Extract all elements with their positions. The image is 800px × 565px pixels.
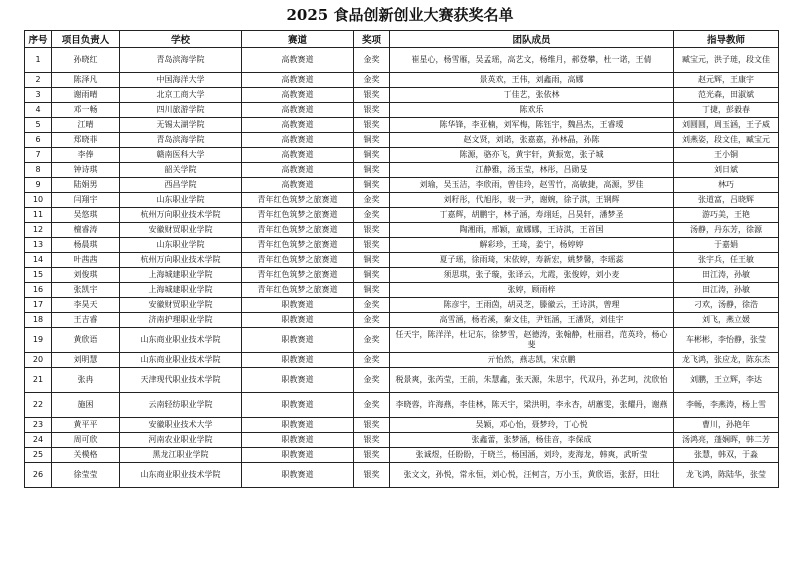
advisors: 于嘉娟: [674, 238, 779, 253]
team-members: 景英欢，王伟，刘鑫雨，高娜: [390, 73, 674, 88]
track-name: 青年红色筑梦之旅赛道: [242, 238, 354, 253]
header-school: 学校: [120, 31, 242, 48]
school-name: 黑龙江职业学院: [120, 448, 242, 463]
award-level: 金奖: [354, 208, 390, 223]
document-title: 2025 食品创新创业大赛获奖名单: [286, 6, 514, 24]
table-row: [25, 463, 779, 488]
team-members: 江静雅，汤玉莹，林彤，吕勋旻: [390, 163, 674, 178]
project-leader: 周可欣: [52, 433, 120, 448]
advisors: 龙飞鸿，张应龙，陈东杰: [674, 353, 779, 368]
advisors: 范光森，田淑斌: [674, 88, 779, 103]
award-level: 银奖: [354, 118, 390, 133]
project-leader: 叶茜茜: [52, 253, 120, 268]
project-leader: 张凯宇: [52, 283, 120, 298]
table-row: [25, 433, 779, 448]
row-number: 24: [25, 433, 52, 448]
project-leader: 孙晓红: [52, 48, 120, 73]
track-name: 职教赛道: [242, 463, 354, 488]
team-members: 陈彦宇，王雨茵，胡灵芝，滕徽云，王诗淇，曾理: [390, 298, 674, 313]
row-number: 3: [25, 88, 52, 103]
track-name: 职教赛道: [242, 433, 354, 448]
advisors: 赵元辉，王康宇: [674, 73, 779, 88]
track-name: 职教赛道: [242, 353, 354, 368]
table-row: [25, 223, 779, 238]
track-name: 职教赛道: [242, 313, 354, 328]
row-number: 23: [25, 418, 52, 433]
advisors: 刘日斌: [674, 163, 779, 178]
team-members: 高雪涵，杨若溪，秦文佳，尹钰涵，王潘贤，刘佳宇: [390, 313, 674, 328]
table-row: [25, 193, 779, 208]
header-award: 奖项: [354, 31, 390, 48]
project-leader: 闫翔宇: [52, 193, 120, 208]
project-leader: 施困: [52, 393, 120, 418]
project-leader: 王吉睿: [52, 313, 120, 328]
school-name: 北京工商大学: [120, 88, 242, 103]
table-row: [25, 298, 779, 313]
row-number: 18: [25, 313, 52, 328]
award-level: 银奖: [354, 88, 390, 103]
table-header: [25, 31, 779, 48]
table-row: [25, 268, 779, 283]
award-level: 金奖: [354, 328, 390, 353]
row-number: 9: [25, 178, 52, 193]
header-advisors: 指导教师: [674, 31, 779, 48]
award-level: 铜奖: [354, 178, 390, 193]
row-number: 13: [25, 238, 52, 253]
award-level: 铜奖: [354, 268, 390, 283]
school-name: 山东职业学院: [120, 193, 242, 208]
table-row: [25, 328, 779, 353]
school-name: 西昌学院: [120, 178, 242, 193]
team-members: 崔星心，杨雪雁，吴孟瑶，高艺文，杨维月，郝登攀，杜一诺，王倩: [390, 48, 674, 73]
row-number: 1: [25, 48, 52, 73]
school-name: 安徽财贸职业学院: [120, 298, 242, 313]
row-number: 6: [25, 133, 52, 148]
team-members: 陈源，骆亦飞，黄宇轩，黄振宽，张子城: [390, 148, 674, 163]
school-name: 济南护理职业学院: [120, 313, 242, 328]
row-number: 7: [25, 148, 52, 163]
advisors: 车彬彬，李怡静，张莹: [674, 328, 779, 353]
award-level: 铜奖: [354, 163, 390, 178]
school-name: 上海城建职业学院: [120, 268, 242, 283]
row-number: 12: [25, 223, 52, 238]
header-row: [25, 31, 779, 48]
advisors: 张道富，吕晓辉: [674, 193, 779, 208]
row-number: 8: [25, 163, 52, 178]
row-number: 2: [25, 73, 52, 88]
team-members: 税景爽，张芮莹，王前，朱慧鑫，张天源，朱思宇，代双丹，孙艺珂，沈欣怡: [390, 368, 674, 393]
award-level: 金奖: [354, 193, 390, 208]
advisors: 田江涛，孙敏: [674, 283, 779, 298]
project-leader: 邓一畅: [52, 103, 120, 118]
award-level: 金奖: [354, 298, 390, 313]
table-row: [25, 163, 779, 178]
project-leader: 刘明慧: [52, 353, 120, 368]
advisors: 游巧美，王艳: [674, 208, 779, 223]
team-members: 丁佳艺，张依林: [390, 88, 674, 103]
track-name: 青年红色筑梦之旅赛道: [242, 283, 354, 298]
project-leader: 陈泽凡: [52, 73, 120, 88]
school-name: 山东商业职业技术学院: [120, 463, 242, 488]
team-members: 解彩珍，王琦，姜宁，杨婷婷: [390, 238, 674, 253]
team-members: 任天宇，陈洋洋，杜记东，徐梦雪，赵德涛，张翰静，杜丽君，范英玲，杨心斐: [390, 328, 674, 353]
advisors: 李畅，李燕涛，杨上雪: [674, 393, 779, 418]
header-leader: 项目负责人: [52, 31, 120, 48]
project-leader: 李俸: [52, 148, 120, 163]
row-number: 21: [25, 368, 52, 393]
table-row: [25, 148, 779, 163]
track-name: 高教赛道: [242, 48, 354, 73]
school-name: 杭州万向职业技术学院: [120, 208, 242, 223]
school-name: 韶关学院: [120, 163, 242, 178]
project-leader: 徐莹莹: [52, 463, 120, 488]
team-members: 吴颖，邓心怡，聂梦玲，丁心悦: [390, 418, 674, 433]
row-number: 11: [25, 208, 52, 223]
table-row: [25, 178, 779, 193]
row-number: 22: [25, 393, 52, 418]
school-name: 山东职业学院: [120, 238, 242, 253]
table-row: [25, 238, 779, 253]
team-members: 亓怡然，燕志凯，宋京鹏: [390, 353, 674, 368]
project-leader: 杨晨琪: [52, 238, 120, 253]
table-row: [25, 133, 779, 148]
table-row: [25, 253, 779, 268]
track-name: 高教赛道: [242, 163, 354, 178]
project-leader: 江晴: [52, 118, 120, 133]
project-leader: 陆娟男: [52, 178, 120, 193]
advisors: 刘鹏，王立辉，李达: [674, 368, 779, 393]
track-name: 高教赛道: [242, 133, 354, 148]
award-level: 金奖: [354, 48, 390, 73]
track-name: 职教赛道: [242, 368, 354, 393]
project-leader: 谢雨晴: [52, 88, 120, 103]
school-name: 山东商业职业技术学院: [120, 328, 242, 353]
team-members: 张婷，顾雨梓: [390, 283, 674, 298]
school-name: 上海城建职业学院: [120, 283, 242, 298]
advisors: 刘燕姿，段文佳，臧宝元: [674, 133, 779, 148]
track-name: 青年红色筑梦之旅赛道: [242, 268, 354, 283]
award-level: 银奖: [354, 223, 390, 238]
school-name: 河南农业职业学院: [120, 433, 242, 448]
track-name: 高教赛道: [242, 118, 354, 133]
school-name: 安徽财贸职业学院: [120, 223, 242, 238]
track-name: 高教赛道: [242, 73, 354, 88]
advisors: 刘飞，燕立媛: [674, 313, 779, 328]
table-row: [25, 353, 779, 368]
track-name: 高教赛道: [242, 88, 354, 103]
project-leader: 吴悠琪: [52, 208, 120, 223]
track-name: 青年红色筑梦之旅赛道: [242, 253, 354, 268]
team-members: 赵文贤，刘诺，张嘉嘉，孙林晶，孙陈: [390, 133, 674, 148]
header-no: 序号: [25, 31, 52, 48]
header-members: 团队成员: [390, 31, 674, 48]
school-name: 四川旅游学院: [120, 103, 242, 118]
track-name: 职教赛道: [242, 448, 354, 463]
row-number: 26: [25, 463, 52, 488]
award-level: 银奖: [354, 463, 390, 488]
track-name: 职教赛道: [242, 418, 354, 433]
award-level: 铜奖: [354, 283, 390, 298]
track-name: 高教赛道: [242, 178, 354, 193]
award-level: 银奖: [354, 238, 390, 253]
table-row: [25, 283, 779, 298]
row-number: 16: [25, 283, 52, 298]
track-name: 青年红色筑梦之旅赛道: [242, 208, 354, 223]
award-level: 银奖: [354, 433, 390, 448]
table-body: [25, 48, 779, 488]
row-number: 20: [25, 353, 52, 368]
team-members: 刘瑜，吴玉洁，李欣雨，曾佳玲，赵雪竹，高敏捷，高源，罗佳: [390, 178, 674, 193]
advisors: 刘圆圆，周玉涵，王子威: [674, 118, 779, 133]
track-name: 高教赛道: [242, 103, 354, 118]
award-level: 金奖: [354, 73, 390, 88]
award-level: 铜奖: [354, 148, 390, 163]
row-number: 10: [25, 193, 52, 208]
project-leader: 黄平平: [52, 418, 120, 433]
table-row: [25, 368, 779, 393]
table-row: [25, 418, 779, 433]
table-row: [25, 313, 779, 328]
row-number: 17: [25, 298, 52, 313]
track-name: 职教赛道: [242, 328, 354, 353]
project-leader: 黄欣语: [52, 328, 120, 353]
table-row: [25, 48, 779, 73]
table-row: [25, 73, 779, 88]
table-row: [25, 118, 779, 133]
school-name: 赣南医科大学: [120, 148, 242, 163]
project-leader: 李昊天: [52, 298, 120, 313]
team-members: 张文文，孙悦，常永恒，刘心悦，汪柯言，万小玉，黄欣语，张舒，田壮: [390, 463, 674, 488]
advisors: 曹川，孙艳年: [674, 418, 779, 433]
advisors: 汤静，丹东芳，徐源: [674, 223, 779, 238]
advisors: 张宇兵，任王敏: [674, 253, 779, 268]
award-level: 金奖: [354, 313, 390, 328]
team-members: 夏子瑶，徐雨琦，宋依婷，寿新宏，姚梦馨，李瑶蕊: [390, 253, 674, 268]
school-name: 无锡太湖学院: [120, 118, 242, 133]
row-number: 15: [25, 268, 52, 283]
advisors: 林巧: [674, 178, 779, 193]
team-members: 陶湘雨，邢颖，童娜娜，王诗淇，王首国: [390, 223, 674, 238]
table-row: [25, 103, 779, 118]
project-leader: 张冉: [52, 368, 120, 393]
table-row: [25, 393, 779, 418]
row-number: 4: [25, 103, 52, 118]
school-name: 天津现代职业技术学院: [120, 368, 242, 393]
row-number: 19: [25, 328, 52, 353]
row-number: 5: [25, 118, 52, 133]
award-level: 铜奖: [354, 253, 390, 268]
advisors: 张慧，韩双，于淼: [674, 448, 779, 463]
track-name: 青年红色筑梦之旅赛道: [242, 223, 354, 238]
team-members: 陈华锋，李亚楠，刘军梅，陈钰宇，魏昌杰，王睿瑷: [390, 118, 674, 133]
school-name: 云南轻纺职业学院: [120, 393, 242, 418]
advisors: 臧宝元，洪子琏，段文佳: [674, 48, 779, 73]
team-members: 须思琪，张子璇，张译云，尤霞，张俊婷，刘小麦: [390, 268, 674, 283]
school-name: 杭州万向职业技术学院: [120, 253, 242, 268]
team-members: 张鑫蕾，张梦涵，杨佳音，李保成: [390, 433, 674, 448]
advisors: 王小铜: [674, 148, 779, 163]
team-members: 张诚煜，任盼盼，于晓兰，杨国涵，刘玲，麦海龙，韩爽，武昕莹: [390, 448, 674, 463]
advisors: 龙飞鸿，陈陆华，张莹: [674, 463, 779, 488]
track-name: 职教赛道: [242, 393, 354, 418]
school-name: 中国海洋大学: [120, 73, 242, 88]
advisors: 丁捷，彭毅春: [674, 103, 779, 118]
team-members: 陈欢乐: [390, 103, 674, 118]
school-name: 青岛滨海学院: [120, 48, 242, 73]
team-members: 刘籽彤，代旭彤，裴一尹，谢婉，徐子淇，王钢辉: [390, 193, 674, 208]
table-row: [25, 208, 779, 223]
advisors: 刁欢，汤静，徐浩: [674, 298, 779, 313]
table-row: [25, 448, 779, 463]
project-leader: 郑晓菲: [52, 133, 120, 148]
school-name: 安徽职业技术大学: [120, 418, 242, 433]
track-name: 职教赛道: [242, 298, 354, 313]
team-members: 丁嘉辉，胡鹏宇，林子涵，寿翊廷，吕昊轩，潘梦圣: [390, 208, 674, 223]
award-level: 金奖: [354, 368, 390, 393]
track-name: 高教赛道: [242, 148, 354, 163]
advisors: 田江涛，孙敏: [674, 268, 779, 283]
award-table: [24, 30, 779, 488]
team-members: 李晓蓉，许海燕，李佳林，陈天宇，梁洪明，李永杏，胡蕙雯，张耀丹，谢燕: [390, 393, 674, 418]
award-level: 银奖: [354, 103, 390, 118]
project-leader: 檀睿涛: [52, 223, 120, 238]
header-track: 赛道: [242, 31, 354, 48]
advisors: 汤鸿亮，蓬娴晖，韩二芳: [674, 433, 779, 448]
track-name: 青年红色筑梦之旅赛道: [242, 193, 354, 208]
project-leader: 刘俊琪: [52, 268, 120, 283]
school-name: 山东商业职业技术学院: [120, 353, 242, 368]
award-level: 银奖: [354, 418, 390, 433]
award-level: 金奖: [354, 393, 390, 418]
project-leader: 钟诗琪: [52, 163, 120, 178]
award-level: 铜奖: [354, 133, 390, 148]
table-row: [25, 88, 779, 103]
row-number: 25: [25, 448, 52, 463]
award-level: 银奖: [354, 448, 390, 463]
row-number: 14: [25, 253, 52, 268]
school-name: 青岛滨海学院: [120, 133, 242, 148]
project-leader: 关模格: [52, 448, 120, 463]
award-level: 金奖: [354, 353, 390, 368]
